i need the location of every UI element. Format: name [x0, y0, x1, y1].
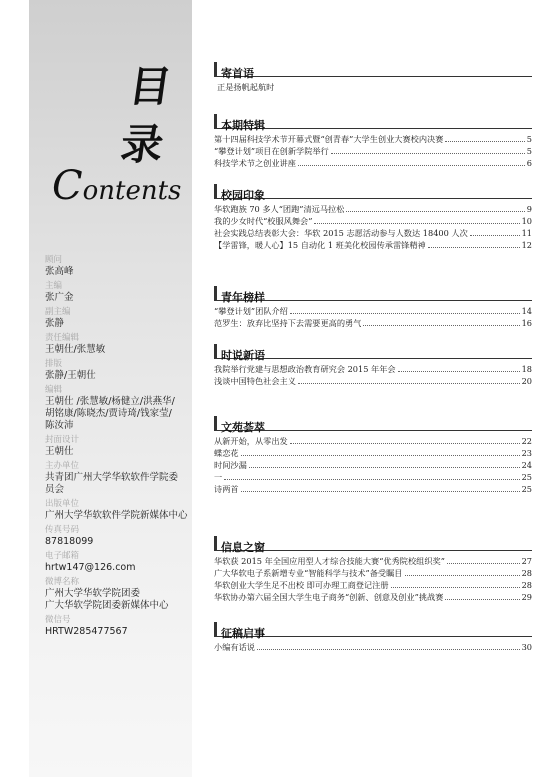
entry-title: 从新开始，从零出发 — [214, 436, 288, 446]
staff-role-label: 编辑 — [45, 385, 63, 395]
title-initial: C — [52, 163, 83, 209]
entry-title: 广大华软电子系新增专业“智能科学与技术”备受瞩目 — [214, 568, 403, 578]
staff-role-label: 封面设计 — [45, 435, 80, 445]
staff-names: 张静/王朝仕 — [45, 370, 96, 381]
toc-entry[interactable] — [214, 641, 532, 653]
toc-title-char: 录 — [117, 120, 167, 169]
section-entries — [214, 133, 532, 169]
toc-section — [214, 622, 532, 653]
toc-entry[interactable] — [214, 483, 532, 495]
dot-leader — [314, 223, 519, 224]
entry-page-number: 14 — [521, 306, 532, 316]
dot-leader — [363, 325, 519, 326]
entry-title: 我的少女时代“校服风舞会” — [214, 216, 313, 226]
staff-names: 张广金 — [45, 292, 74, 303]
toc-entry[interactable] — [214, 145, 532, 157]
section-entries — [214, 81, 532, 93]
toc-entry[interactable] — [214, 81, 532, 93]
toc-entry[interactable] — [214, 567, 532, 579]
entry-title: 科技学术节之创业讲座 — [214, 158, 296, 168]
dot-leader — [290, 443, 520, 444]
staff-role-label: 责任编辑 — [45, 333, 80, 343]
staff-names: 王朝仕/张慧敏 — [45, 344, 106, 355]
section-title: 校园印象 — [221, 189, 265, 202]
toc-entry[interactable] — [214, 203, 532, 215]
staff-role-label: 主办单位 — [45, 461, 80, 471]
toc-entry[interactable] — [214, 375, 532, 387]
entry-page-number: 12 — [521, 240, 532, 250]
entry-title: 范罗生：放弃比坚持下去需要更高的勇气 — [214, 318, 362, 328]
section-header — [214, 344, 532, 362]
entry-page-number: 11 — [521, 228, 532, 238]
entry-title: 正是扬帆起航时 — [217, 82, 275, 92]
entry-page-number: 5 — [526, 134, 532, 144]
dot-leader — [257, 649, 520, 650]
entry-page-number: 27 — [521, 556, 532, 566]
section-header — [214, 62, 532, 80]
entry-page-number: 6 — [526, 158, 532, 168]
staff-list — [45, 252, 190, 640]
toc-entry[interactable] — [214, 447, 532, 459]
staff-names: 87818099 — [45, 536, 94, 547]
staff-role-label: 微信号 — [45, 615, 71, 625]
entry-page-number: 10 — [521, 216, 532, 226]
entry-title: 时间沙漏 — [214, 460, 247, 470]
entry-page-number: 28 — [521, 568, 532, 578]
toc-entry[interactable] — [214, 579, 532, 591]
staff-names: 王朝仕 /张慧敏/杨健立/洪燕华/ 胡铭康/陈晓杰/贾诗琦/钱家莹/ 陈汝沛 — [45, 396, 175, 431]
dot-leader — [290, 313, 520, 314]
entry-page-number: 22 — [521, 436, 532, 446]
staff-names: 广州大学华软软件学院新媒体中心 — [45, 510, 188, 521]
section-header — [214, 622, 532, 640]
staff-role-label: 电子邮箱 — [45, 551, 80, 561]
dot-leader — [249, 467, 520, 468]
entry-page-number: 28 — [521, 580, 532, 590]
toc-section — [214, 184, 532, 251]
dot-leader — [241, 455, 520, 456]
entry-title: 我院举行党建与思想政治教育研究会 2015 年年会 — [214, 364, 396, 374]
toc-section — [214, 286, 532, 329]
entry-title: 华软获 2015 年全国应用型人才综合技能大赛“优秀院校组织奖” — [214, 556, 445, 566]
section-entries — [214, 203, 532, 251]
dot-leader — [241, 491, 520, 492]
toc-title-english — [52, 163, 182, 211]
dot-leader — [298, 165, 525, 166]
entry-title: “攀登计划”团队介绍 — [214, 306, 288, 316]
toc-entry[interactable] — [214, 215, 532, 227]
toc-entry[interactable] — [214, 227, 532, 239]
dot-leader — [445, 141, 524, 142]
entry-page-number: 16 — [521, 318, 532, 328]
dot-leader — [398, 371, 520, 372]
staff-role-label: 微博名称 — [45, 577, 80, 587]
toc-entry[interactable] — [214, 591, 532, 603]
entry-page-number: 23 — [521, 448, 532, 458]
toc-section — [214, 416, 532, 495]
section-entries — [214, 363, 532, 387]
toc-entry[interactable] — [214, 459, 532, 471]
section-entries — [214, 641, 532, 653]
entry-page-number: 29 — [521, 592, 532, 602]
staff-names: 共青团广州大学华软软件学院委 员会 — [45, 472, 179, 495]
toc-entry[interactable] — [214, 317, 532, 329]
entry-title: 华软创业大学生足不出校 即可办理工商登记注册 — [214, 580, 389, 590]
staff-role-label: 排版 — [45, 359, 63, 369]
staff-names: 广州大学华软学院团委 广大华软学院团委新媒体中心 — [45, 588, 169, 611]
entry-title: 【学雷锋，暖人心】15 自动化 1 班美化校园传承雷锋精神 — [214, 240, 426, 250]
section-header — [214, 184, 532, 202]
entry-title: 诗两首 — [214, 484, 239, 494]
entry-title: 社会实践总结表彰大会：华软 2015 志愿活动参与人数达 18400 人次 — [214, 228, 468, 238]
staff-role-label: 出版单位 — [45, 499, 80, 509]
section-header — [214, 416, 532, 434]
dot-leader — [447, 563, 520, 564]
staff-role-label: 顾问 — [45, 255, 63, 265]
section-title: 征稿启事 — [221, 627, 265, 640]
section-entries — [214, 555, 532, 603]
section-title: 时说新语 — [221, 349, 265, 362]
entry-page-number: 5 — [526, 146, 532, 156]
section-header — [214, 114, 532, 132]
entry-title: 蝶恋花 — [214, 448, 239, 458]
staff-names: 王朝仕 — [45, 446, 74, 457]
toc-section — [214, 62, 532, 93]
toc-entry[interactable] — [214, 435, 532, 447]
entry-title: “攀登计划”项目在创新学院举行 — [214, 146, 329, 156]
toc-entry[interactable] — [214, 555, 532, 567]
dot-leader — [405, 575, 520, 576]
entry-page-number: 25 — [521, 472, 532, 482]
dot-leader — [470, 235, 520, 236]
dot-leader — [298, 383, 520, 384]
dot-leader — [346, 211, 524, 212]
toc-section — [214, 114, 532, 169]
section-entries — [214, 305, 532, 329]
toc-entry[interactable] — [214, 133, 532, 145]
dot-leader — [224, 479, 519, 480]
staff-names: 张静 — [45, 318, 65, 329]
entry-title: 第十四届科技学术节开幕式暨“创青春”大学生创业大赛校内决赛 — [214, 134, 444, 144]
staff-names: 张高峰 — [45, 266, 74, 277]
toc-entry[interactable] — [214, 157, 532, 169]
dot-leader — [391, 587, 520, 588]
entry-page-number: 24 — [521, 460, 532, 470]
entry-page-number: 25 — [521, 484, 532, 494]
section-header — [214, 536, 532, 554]
section-title: 本期特辑 — [221, 119, 265, 132]
section-title: 青年榜样 — [221, 291, 265, 304]
dot-leader — [445, 599, 519, 600]
staff-names: hrtw147@126.com — [45, 562, 136, 573]
dot-leader — [331, 153, 525, 154]
section-entries — [214, 435, 532, 495]
entry-page-number: 9 — [526, 204, 532, 214]
section-title: 寄首语 — [221, 67, 254, 80]
entry-page-number: 30 — [521, 642, 532, 652]
toc-entry[interactable] — [214, 363, 532, 375]
dot-leader — [428, 247, 520, 248]
staff-role-label: 主编 — [45, 281, 63, 291]
toc-title-char: 目 — [125, 62, 175, 111]
toc-section — [214, 344, 532, 387]
toc-entry[interactable] — [214, 305, 532, 317]
entry-title: 浅谈中国特色社会主义 — [214, 376, 296, 386]
entry-title: 小编有话说 — [214, 642, 255, 652]
section-header — [214, 286, 532, 304]
toc-entry[interactable] — [214, 239, 532, 251]
staff-role-label: 副主编 — [45, 307, 71, 317]
title-rest: ontents — [82, 176, 182, 206]
staff-names: HRTW285477567 — [45, 626, 128, 637]
toc-entry[interactable] — [214, 471, 532, 483]
entry-page-number: 20 — [521, 376, 532, 386]
toc-section — [214, 536, 532, 603]
section-title: 信息之窗 — [221, 541, 265, 554]
entry-title: 华软跑族 70 多人“团跑”清远马拉松 — [214, 204, 345, 214]
entry-title: 一 — [214, 472, 223, 482]
staff-role-label: 传真号码 — [45, 525, 80, 535]
entry-title: 华软协办第六届全国大学生电子商务“创新、创意及创业”挑战赛 — [214, 592, 444, 602]
entry-page-number: 18 — [521, 364, 532, 374]
section-title: 文苑荟萃 — [221, 421, 265, 434]
